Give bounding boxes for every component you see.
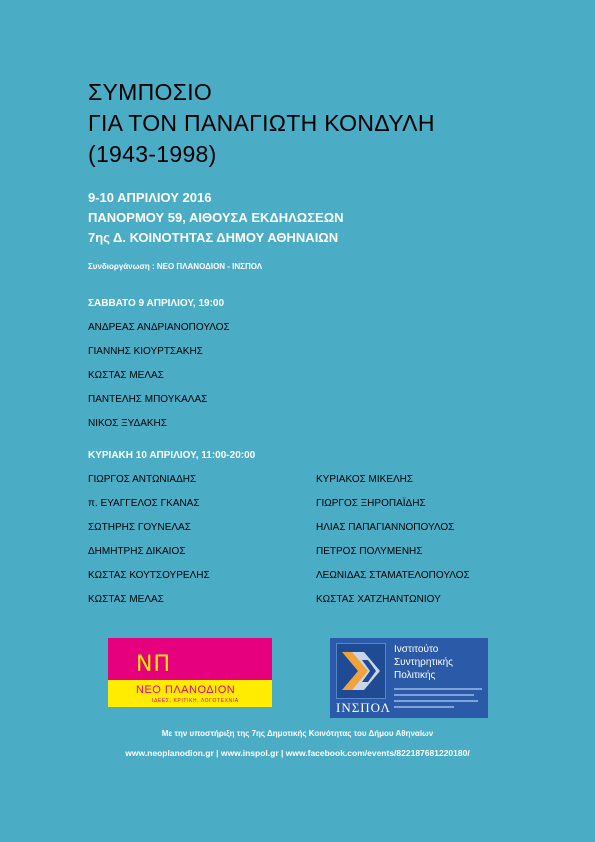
- saturday-speaker: ΝΙΚΟΣ ΞΥΔΑΚΗΣ: [88, 418, 167, 429]
- poster-title: [88, 77, 528, 170]
- sunday-speaker-left: ΚΩΣΤΑΣ ΜΕΛΑΣ: [88, 594, 164, 605]
- sunday-speaker-right: ΗΛΙΑΣ ΠΑΠΑΓΙΑΝΝΟΠΟΥΛΟΣ: [316, 522, 455, 533]
- inspol-logo: [330, 638, 488, 718]
- inspol-acronym: ΙΝΣΠΟΛ: [336, 700, 391, 715]
- logo-pink-band: [108, 638, 272, 680]
- sunday-speaker-left: ΔΗΜΗΤΡΗΣ ΔΙΚΑΙΟΣ: [88, 546, 186, 557]
- sunday-speaker-left: ΚΩΣΤΑΣ ΚΟΥΤΣΟΥΡΕΛΗΣ: [88, 570, 210, 581]
- inspol-fine-print: [394, 694, 474, 696]
- event-venue: 7ης Δ. ΚΟΙΝΟΤΗΤΑΣ ΔΗΜΟΥ ΑΘΗΝΑΙΩΝ: [88, 230, 339, 245]
- event-address: ΠΑΝΟΡΜΟΥ 59, ΑΙΘΟΥΣΑ ΕΚΔΗΛΩΣΕΩΝ: [88, 210, 344, 225]
- sunday-speaker-right: ΚΩΣΤΑΣ ΧΑΤΖΗΑΝΤΩΝΙΟΥ: [316, 594, 441, 605]
- sunday-speaker-right: ΚΥΡΙΑΚΟΣ ΜΙΚΕΛΗΣ: [316, 474, 414, 485]
- inspol-name-line-2: Συντηρητικής: [394, 657, 453, 668]
- sunday-speaker-left: ΓΙΩΡΓΟΣ ΑΝΤΩΝΙΑΔΗΣ: [88, 474, 197, 485]
- event-info: [88, 188, 528, 248]
- np-logo-name: ΝΕΟ ΠΛΑΝΟΔΙΟΝ: [136, 684, 236, 696]
- neo-planodion-logo: [108, 638, 272, 707]
- saturday-speaker: ΚΩΣΤΑΣ ΜΕΛΑΣ: [88, 370, 164, 381]
- sunday-speaker-right: ΛΕΩΝΙΔΑΣ ΣΤΑΜΑΤΕΛΟΠΟΥΛΟΣ: [316, 570, 470, 581]
- inspol-fine-print: [394, 700, 478, 702]
- np-monogram: ΝΠ: [136, 652, 171, 677]
- saturday-speaker: ΠΑΝΤΕΛΗΣ ΜΠΟΥΚΑΛΑΣ: [88, 394, 208, 405]
- sunday-heading: ΚΥΡΙΑΚΗ 10 ΑΠΡΙΛΙΟΥ, 11:00-20:00: [88, 450, 256, 461]
- np-logo-tagline: ΙΔΕΕΣ, ΚΡΙΤΙΚΗ, ΛΟΓΟΤΕΧΝΙΑ: [152, 698, 239, 704]
- saturday-heading: ΣΑΒΒΑΤΟ 9 ΑΠΡΙΛΙΟΥ, 19:00: [88, 298, 225, 309]
- organizers-line: Συνδιοργάνωση : ΝΕΟ ΠΛΑΝΟΔΙΟΝ - ΙΝΣΠΟΛ: [88, 262, 263, 271]
- support-note: Με την υποστήριξη της 7ης Δημοτικής Κοινότητας του Δήμου Αθηναίων: [161, 729, 434, 738]
- event-dates: 9-10 ΑΠΡΙΛΙΟΥ 2016: [88, 190, 212, 205]
- sunday-speaker-right: ΓΙΩΡΓΟΣ ΞΗΡΟΠΑΪΔΗΣ: [316, 498, 426, 509]
- sunday-speaker-right: ΠΕΤΡΟΣ ΠΟΛΥΜΕΝΗΣ: [316, 546, 423, 557]
- sunday-speaker-left: ΣΩΤΗΡΗΣ ΓΟΥΝΕΛΑΣ: [88, 522, 191, 533]
- inspol-fine-print: [394, 706, 454, 708]
- footer-links: www.neoplanodion.gr | www.inspol.gr | www.facebook.com/events/822187681220180/: [125, 748, 470, 758]
- saturday-speaker: ΑΝΔΡΕΑΣ ΑΝΔΡΙΑΝΟΠΟΥΛΟΣ: [88, 322, 230, 333]
- saturday-speaker: ΓΙΑΝΝΗΣ ΚΙΟΥΡΤΣΑΚΗΣ: [88, 346, 203, 357]
- title-line-3: (1943-1998): [88, 141, 217, 167]
- inspol-name-line-1: Ινστιτούτο: [394, 644, 439, 655]
- title-line-1: ΣΥΜΠΟΣΙΟ: [88, 79, 213, 105]
- sunday-speaker-left: π. ΕΥΑΓΓΕΛΟΣ ΓΚΑΝΑΣ: [88, 498, 200, 509]
- inspol-emblem-icon: [338, 646, 382, 696]
- inspol-fine-print: [394, 688, 482, 690]
- inspol-name-line-3: Πολιτικής: [394, 670, 436, 681]
- title-line-2: ΓΙΑ ΤΟΝ ΠΑΝΑΓΙΩΤΗ ΚΟΝΔΥΛΗ: [88, 110, 435, 136]
